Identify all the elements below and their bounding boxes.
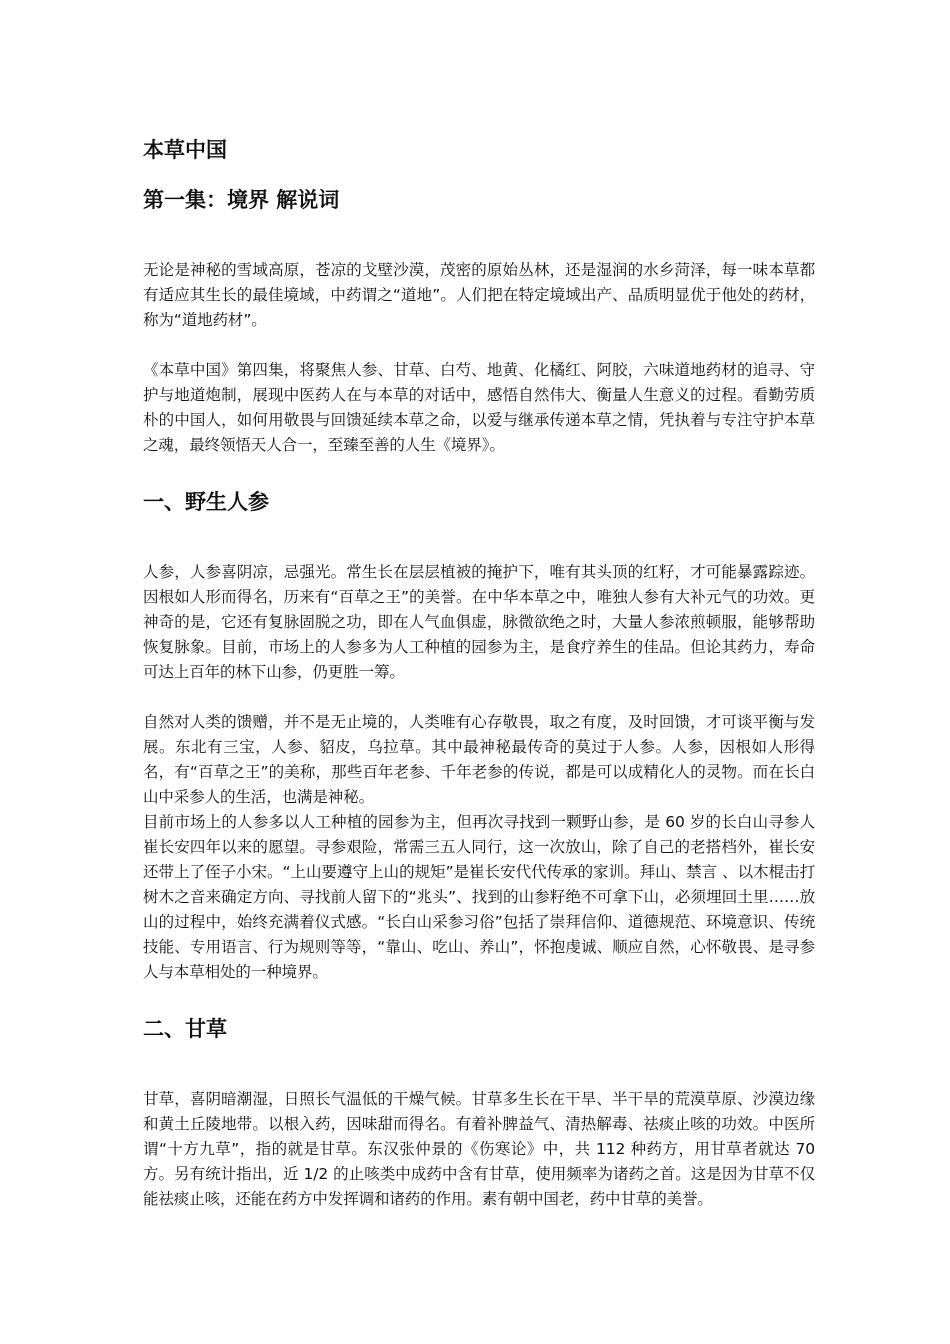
document-page — [143, 132, 815, 1212]
intro-paragraph: 《本草中国》第四集，将聚焦人参、甘草、白芍、地黄、化橘红、阿胶，六味道地药材的追寻、守护与地道炮制，展现中医药人在与本草的对话中，感悟自然伟大、衡量人生意义的过程。看勤劳质朴的中国人，如何用敬畏与回馈延续本草之命，以爱与继承传递本草之情，凭执着与专注守护本草之魂，最终领悟天人合一，至臻至善的人生《境界》。 — [143, 361, 815, 454]
section-paragraph: 甘草，喜阴暗潮湿，日照长气温低的干燥气候。甘草多生长在干旱、半干旱的荒漠草原、沙漠边缘和黄土丘陵地带。以根入药，因味甜而得名。有着补脾益气、清热解毒、祛痰止咳的功效。中医所谓“十方九草”，指的就是甘草。东汉张仲景的《伤寒论》中，共 112 种药方，用甘草者就达 70 方。另有统计指出，近 1/2 的止咳类中成药中含有甘草，使用频率为诸药之首。这是因为甘草不仅能祛痰止咳，还能在药方中发挥调和诸药的作用。素有朝中国老，药中甘草的美誉。 — [143, 1090, 815, 1208]
document-title: 本草中国 — [143, 138, 227, 162]
section-paragraph: 人参，人参喜阴凉，忌强光。常生长在层层植被的掩护下，唯有其头顶的红籽，才可能暴露踪迹。因根如人形而得名，历来有“百草之王”的美誉。在中华本草之中，唯独人参有大补元气的功效。更神奇的是，它还有复脉固脱之功，即在人气血俱虚，脉微欲绝之时，大量人参浓煎顿服，能够帮助恢复脉象。目前，市场上的人参多为人工种植的园参为主，是食疗养生的佳品。但论其药力，寿命可达上百年的林下山参，仍更胜一筹。 — [143, 563, 815, 681]
section-paragraph: 自然对人类的馈赠，并不是无止境的，人类唯有心存敬畏，取之有度，及时回馈，才可谈平衡与发展。东北有三宝，人参、貂皮，乌拉草。其中最神秘最传奇的莫过于人参。人参，因根如人形得名，有“百草之王”的美称，那些百年老参、千年老参的传说，都是可以成精化人的灵物。而在长白山中采参人的生活，也满是神秘。 — [143, 713, 815, 806]
section-paragraph: 目前市场上的人参多以人工种植的园参为主，但再次寻找到一颗野山参，是 60 岁的长白山寻参人崔长安四年以来的愿望。寻参艰险，常需三五人同行，这一次放山，除了自己的老搭档外，崔长安还带上了侄子小宋。“上山要遵守上山的规矩”是崔长安代代传承的家训。拜山、禁言 、以木棍击打树木之音来确定方向、寻找前人留下的“兆头”、找到的山参籽绝不可拿下山，必须埋回土里……放山的过程中，始终充满着仪式感。“长白山采参习俗”包括了崇拜信仰、道德规范、环境意识、传统技能、专用语言、行为规则等等，“靠山、吃山、养山”，怀抱虔诚、顺应自然，心怀敬畏、是寻参人与本草相处的一种境界。 — [143, 813, 815, 981]
section-heading-licorice: 二、甘草 — [143, 1017, 227, 1041]
episode-title: 第一集：境界 解说词 — [143, 188, 340, 212]
intro-paragraph: 无论是神秘的雪域高原，苍凉的戈壁沙漠，茂密的原始丛林，还是湿润的水乡菏泽，每一味本草都有适应其生长的最佳境域，中药谓之“道地”。人们把在特定境域出产、品质明显优于他处的药材，称为“道地药材”。 — [143, 261, 815, 329]
section-heading-ginseng: 一、野生人参 — [143, 490, 269, 514]
